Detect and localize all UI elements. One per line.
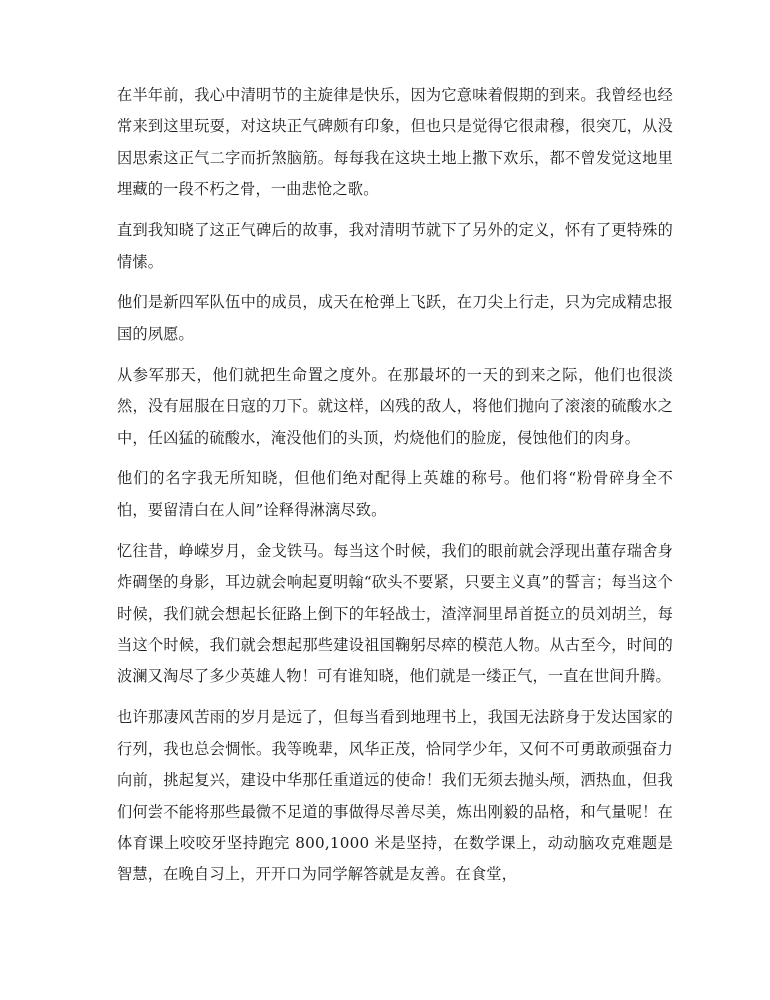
paragraph: 直到我知晓了这正气碑后的故事，我对清明节就下了另外的定义，怀有了更特殊的情愫。 [117, 221, 673, 271]
paragraph: 在半年前，我心中清明节的主旋律是快乐，因为它意味着假期的到来。我曾经也经常来到这里玩耍，对这块正气碑颇有印象，但也只是觉得它很肃穆，很突兀，从没因思索这正气二字而折煞脑筋。每每我在这块土地上撒下欢乐，都不曾发觉这地里埋藏的一段不朽之骨，一曲悲怆之歌。 [117, 86, 673, 199]
document-body [117, 80, 673, 900]
paragraph: 他们是新四军队伍中的成员，成天在枪弹上飞跃，在刀尖上行走，只为完成精忠报国的夙愿。 [117, 293, 673, 343]
paragraph: 从参军那天，他们就把生命置之度外。在那最坏的一天的到来之际，他们也很淡然，没有屈服在日寇的刀下。就这样，凶残的敌人，将他们抛向了滚滚的硫酸水之中，任凶猛的硫酸水，淹没他们的头顶，灼烧他们的脸庞，侵蚀他们的肉身。 [117, 365, 673, 447]
paragraph: 也许那凄风苦雨的岁月是远了，但每当看到地理书上，我国无法跻身于发达国家的行列，我也总会惆怅。我等晚辈，风华正茂，恰同学少年，又何不可勇敢顽强奋力向前，挑起复兴，建设中华那任重道远的使命！我们无须去抛头颅，洒热血，但我们何尝不能将那些最微不足道的事做得尽善尽美，炼出刚毅的品格，和气量呢！在体育课上咬咬牙坚持跑完 800,1000 米是坚持，在数学课上，动动脑攻克难题是智慧，在晚自习上，开开口为同学解答就是友善。在食堂， [117, 708, 673, 884]
paragraph: 忆往昔，峥嵘岁月，金戈铁马。每当这个时候，我们的眼前就会浮现出董存瑞舍身炸碉堡的身影，耳边就会响起夏明翰“砍头不要紧，只要主义真”的誓言；每当这个时候，我们就会想起长征路上倒下的年轻战士，渣滓洞里昂首挺立的员刘胡兰，每当这个时候，我们就会想起那些建设祖国鞠躬尽瘁的模范人物。从古至今，时间的波澜又淘尽了多少英雄人物！可有谁知晓，他们就是一缕正气，一直在世间升腾。 [117, 541, 673, 686]
paragraph: 他们的名字我无所知晓，但他们绝对配得上英雄的称号。他们将“粉骨碎身全不怕，要留清白在人间”诠释得淋漓尽致。 [117, 469, 673, 519]
